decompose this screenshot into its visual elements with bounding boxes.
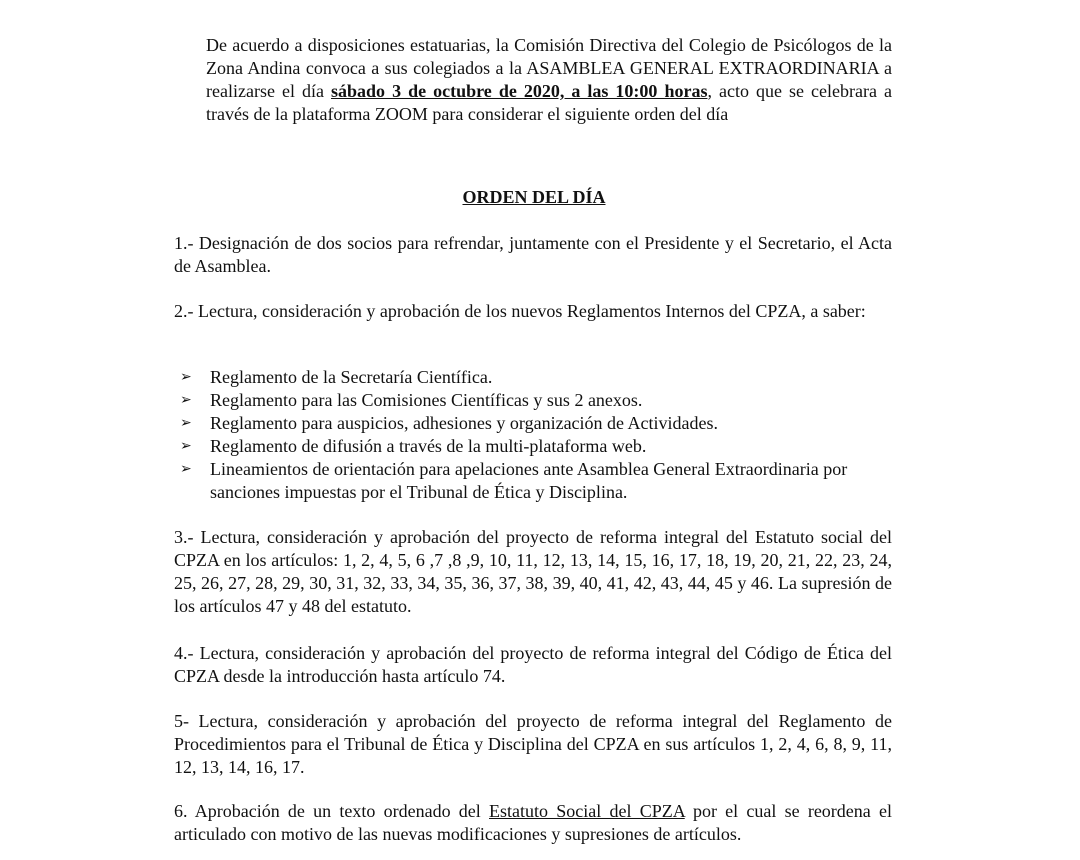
list-item — [174, 412, 892, 435]
convocation-paragraph — [206, 34, 892, 126]
agenda-item-3: 3.- Lectura, consideración y aprobación del proyecto de reforma integral del Estatuto social del CPZA en los artículos: 1, 2, 4, 5, 6 ,7 ,8 ,9, 10, 11, 12, 13, 14, 15, 16, 17, 18, 19, 20, 21, 22, 23, 24, 25, 26, 27, 28, 29, 30, 31, 32, 33, 34, 35, 36, 37, 38, 39, 40, 41, 42, 43, 44, 45 y 46. La supresión de los artículos 47 y 48 del estatuto. — [174, 527, 892, 616]
regulations-list — [174, 366, 892, 504]
list-item — [174, 366, 892, 389]
statute-reference: Estatuto Social del CPZA — [489, 801, 685, 821]
agenda-item-6 — [174, 800, 892, 846]
meeting-date-time: sábado 3 de octubre de 2020, a las 10:00 horas — [331, 81, 708, 101]
item-6-text-end: por el cual se reordena el articulado con motivo de las nuevas modificaciones y supresiones de artículos. — [174, 801, 892, 844]
arrow-right-icon: ➢ — [180, 392, 192, 408]
list-item-text: Lineamientos de orientación para apelaciones ante Asamblea General Extraordinaria por sanciones impuestas por el Tribunal de Ética y Disciplina. — [210, 459, 848, 502]
arrow-right-icon: ➢ — [180, 461, 192, 477]
intro-text-end: , acto que se celebrara a través de la plataforma ZOOM para considerar el siguiente orden del día — [206, 81, 892, 124]
list-item — [174, 435, 892, 458]
list-item-text: Reglamento para las Comisiones Científicas y sus 2 anexos. — [210, 390, 643, 410]
agenda-item-1: 1.- Designación de dos socios para refrendar, juntamente con el Presidente y el Secretario, el Acta de Asamblea. — [174, 233, 892, 276]
list-item — [174, 458, 892, 504]
agenda-item-2: 2.- Lectura, consideración y aprobación de los nuevos Reglamentos Internos del CPZA, a saber: — [174, 301, 866, 321]
item-6-text-start: 6. Aprobación de un texto ordenado del — [174, 801, 490, 821]
list-item-text: Reglamento de la Secretaría Científica. — [210, 367, 493, 387]
list-item-text: Reglamento de difusión a través de la multi-plataforma web. — [210, 436, 647, 456]
intro-text-start: De acuerdo a disposiciones estatuarias, la Comisión Directiva del Colegio de Psicólogos de la Zona Andina convoca a sus colegiados a la ASAMBLEA GENERAL EXTRAORDINARIA a realizarse el día — [206, 35, 892, 101]
arrow-right-icon: ➢ — [180, 415, 192, 431]
list-item-text: Reglamento para auspicios, adhesiones y organización de Actividades. — [210, 413, 719, 433]
list-item — [174, 389, 892, 412]
arrow-right-icon: ➢ — [180, 369, 192, 385]
arrow-right-icon: ➢ — [180, 438, 192, 454]
agenda-item-4: 4.- Lectura, consideración y aprobación del proyecto de reforma integral del Código de Ética del CPZA desde la introducción hasta artículo 74. — [174, 643, 892, 686]
agenda-heading: ORDEN DEL DÍA — [462, 187, 606, 207]
agenda-item-5: 5- Lectura, consideración y aprobación del proyecto de reforma integral del Reglamento de Procedimientos para el Tribunal de Ética y Disciplina del CPZA en sus artículos 1, 2, 4, 6, 8, 9, 11, 12, 13, 14, 16, 17. — [174, 711, 892, 777]
